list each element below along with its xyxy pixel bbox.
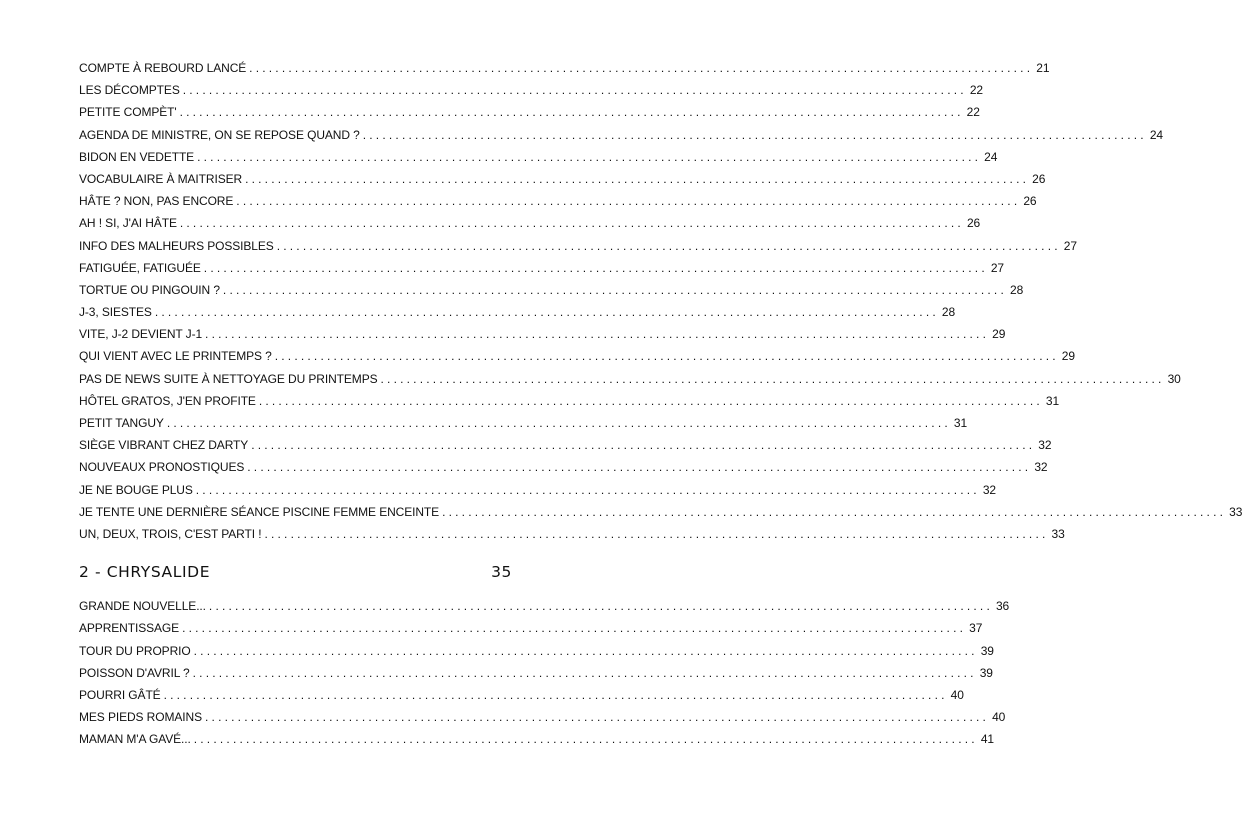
toc-entry-page: 30 — [1167, 371, 1181, 386]
toc-entry-page: 31 — [953, 416, 968, 430]
toc-entry — [79, 61, 1050, 83]
toc-entry — [79, 282, 1024, 305]
toc-leader-dots: ........................................................................................................................ — [249, 61, 1034, 75]
toc-entry-title: PETITE COMPÈT' — [79, 105, 177, 120]
toc-entry-page: 26 — [1023, 194, 1037, 209]
toc-entry — [79, 171, 1046, 194]
toc-entry — [79, 216, 981, 238]
toc-entry-page: 40 — [992, 710, 1006, 725]
toc-entry — [79, 238, 1077, 261]
toc-leader-dots: ........................................................................................................................ — [264, 526, 1049, 541]
toc-entry-title: POURRI GÂTÉ — [79, 687, 161, 702]
toc-entry — [79, 327, 1006, 349]
toc-entry-page: 24 — [984, 149, 998, 164]
toc-entry-title: COMPTE À REBOURD LANCÉ — [79, 61, 247, 75]
toc-entry-page: 22 — [966, 105, 980, 120]
toc-entry-title: NOUVEAUX PRONOSTIQUES — [79, 460, 245, 475]
toc-entry-title: TOUR DU PROPRIO — [79, 643, 191, 658]
toc-leader-dots: ........................................................................................................................ — [182, 621, 967, 636]
toc-leader-dots: ........................................................................................................................ — [192, 665, 977, 680]
toc-leader-dots: ........................................................................................................................ — [193, 643, 978, 658]
toc-leader-dots: ........................................................................................................................ — [205, 327, 990, 342]
toc-leader-dots: ........................................................................................................................ — [276, 238, 1061, 253]
toc-entry — [79, 710, 1006, 732]
toc-leader-dots: ........................................................................................................................ — [442, 504, 1227, 519]
toc-leader-dots: ........................................................................................................................ — [179, 216, 964, 231]
toc-entry-title: VITE, J-2 DEVIENT J-1 — [79, 327, 203, 342]
toc-section-a — [79, 61, 1242, 549]
toc-entry-page: 28 — [941, 305, 956, 320]
toc-entry — [79, 194, 1037, 216]
toc-leader-dots: ........................................................................................................................ — [222, 282, 1007, 297]
toc-entry — [79, 416, 968, 438]
toc-entry-page: 37 — [969, 621, 983, 636]
toc-entry-title: GRANDE NOUVELLE... — [79, 599, 206, 614]
toc-entry-title: UN, DEUX, TROIS, C'EST PARTI ! — [79, 526, 262, 541]
toc-entry-page: 41 — [980, 732, 994, 747]
toc-entry-page: 33 — [1051, 526, 1065, 541]
chapter-page: 35 — [491, 563, 512, 582]
toc-entry — [79, 504, 1242, 527]
toc-entry-title: HÂTE ? NON, PAS ENCORE — [79, 194, 234, 209]
toc-entry-page: 26 — [1032, 171, 1046, 186]
toc-leader-dots: ........................................................................................................................ — [203, 260, 988, 275]
toc-entry-page: 40 — [950, 687, 964, 702]
toc-entry-title: PAS DE NEWS SUITE À NETTOYAGE DU PRINTEMPS — [79, 371, 378, 386]
toc-entry-title: JE TENTE UNE DERNIÈRE SÉANCE PISCINE FEMME ENCEINTE — [79, 504, 440, 519]
toc-leader-dots: ........................................................................................................................ — [195, 482, 980, 497]
toc-entry-page: 29 — [1061, 349, 1075, 364]
toc-entry — [79, 393, 1060, 416]
toc-entry — [79, 482, 996, 505]
toc-entry — [79, 687, 964, 710]
toc-entry — [79, 305, 956, 327]
toc-leader-dots: ........................................................................................................................ — [197, 149, 982, 164]
toc-leader-dots: ........................................................................................................................ — [247, 460, 1032, 475]
toc-entry-page: 39 — [980, 643, 994, 658]
toc-entry — [79, 371, 1181, 394]
toc-entry-title: AH ! SI, J'AI HÂTE — [79, 216, 177, 231]
toc-entry-page: 32 — [982, 482, 996, 497]
toc-entry-title: J-3, SIESTES — [79, 305, 152, 320]
toc-entry-page: 24 — [1149, 127, 1163, 142]
toc-leader-dots: ........................................................................................................................ — [205, 710, 990, 725]
toc-entry — [79, 460, 1048, 482]
toc-entry-title: JE NE BOUGE PLUS — [79, 482, 193, 497]
toc-entry-page: 27 — [990, 260, 1005, 275]
table-of-contents — [79, 61, 1242, 754]
toc-leader-dots: ........................................................................................................................ — [193, 732, 978, 747]
toc-entry — [79, 149, 998, 172]
toc-entry-title: FATIGUÉE, FATIGUÉE — [79, 260, 201, 275]
chapter-title: 2 - CHRYSALIDE — [79, 563, 211, 582]
toc-entry-title: MAMAN M'A GAVÉ... — [79, 732, 191, 747]
toc-entry — [79, 127, 1163, 150]
toc-entry-title: MES PIEDS ROMAINS — [79, 710, 202, 725]
toc-leader-dots: ........................................................................................................................ — [208, 599, 993, 614]
toc-entry-title: LES DÉCOMPTES — [79, 83, 180, 98]
toc-entry-title: POISSON D'AVRIL ? — [79, 665, 190, 680]
toc-entry — [79, 260, 1005, 283]
toc-entry-page: 39 — [979, 665, 993, 680]
toc-leader-dots: ........................................................................................................................ — [163, 687, 948, 702]
toc-entry-page: 33 — [1229, 504, 1242, 519]
toc-entry — [79, 349, 1075, 371]
toc-entry-page: 21 — [1036, 61, 1050, 75]
toc-leader-dots: ........................................................................................................................ — [179, 105, 964, 120]
toc-leader-dots: ........................................................................................................................ — [166, 416, 951, 430]
toc-entry-page: 31 — [1045, 393, 1060, 408]
toc-entry — [79, 599, 1010, 621]
toc-entry-title: SIÈGE VIBRANT CHEZ DARTY — [79, 438, 249, 453]
toc-leader-dots: ........................................................................................................................ — [362, 127, 1147, 142]
toc-entry-title: HÔTEL GRATOS, J'EN PROFITE — [79, 393, 256, 408]
toc-entry — [79, 732, 994, 754]
toc-entry — [79, 621, 983, 643]
toc-leader-dots: ........................................................................................................................ — [274, 349, 1059, 364]
toc-entry-title: AGENDA DE MINISTRE, ON SE REPOSE QUAND ? — [79, 127, 360, 142]
toc-entry — [79, 526, 1065, 549]
toc-leader-dots: ........................................................................................................................ — [258, 393, 1043, 408]
toc-leader-dots: ........................................................................................................................ — [251, 438, 1036, 453]
toc-leader-dots: ........................................................................................................................ — [182, 83, 967, 98]
toc-entry-page: 36 — [995, 599, 1010, 614]
toc-entry-page: 28 — [1010, 282, 1024, 297]
toc-entry — [79, 438, 1052, 460]
toc-entry-title: INFO DES MALHEURS POSSIBLES — [79, 238, 274, 253]
toc-entry — [79, 105, 980, 127]
toc-entry-title: QUI VIENT AVEC LE PRINTEMPS ? — [79, 349, 272, 364]
toc-leader-dots: ........................................................................................................................ — [380, 371, 1165, 386]
toc-leader-dots: ........................................................................................................................ — [245, 171, 1030, 186]
toc-entry-page: 22 — [969, 83, 983, 98]
toc-entry-page: 27 — [1063, 238, 1077, 253]
chapter-heading — [79, 563, 513, 599]
toc-section-b — [79, 599, 1010, 754]
toc-entry — [79, 83, 983, 105]
toc-entry-title: BIDON EN VEDETTE — [79, 149, 195, 164]
toc-entry-page: 26 — [966, 216, 981, 231]
toc-leader-dots: ........................................................................................................................ — [236, 194, 1021, 209]
toc-entry-page: 32 — [1034, 460, 1048, 475]
toc-entry-title: TORTUE OU PINGOUIN ? — [79, 282, 220, 297]
toc-entry — [79, 665, 993, 688]
toc-entry-title: APPRENTISSAGE — [79, 621, 180, 636]
toc-entry-title: VOCABULAIRE À MAITRISER — [79, 171, 243, 186]
toc-entry-page: 32 — [1038, 438, 1052, 453]
toc-leader-dots: ........................................................................................................................ — [154, 305, 939, 320]
toc-entry — [79, 643, 994, 666]
toc-entry-page: 29 — [992, 327, 1006, 342]
toc-entry-title: PETIT TANGUY — [79, 416, 164, 430]
